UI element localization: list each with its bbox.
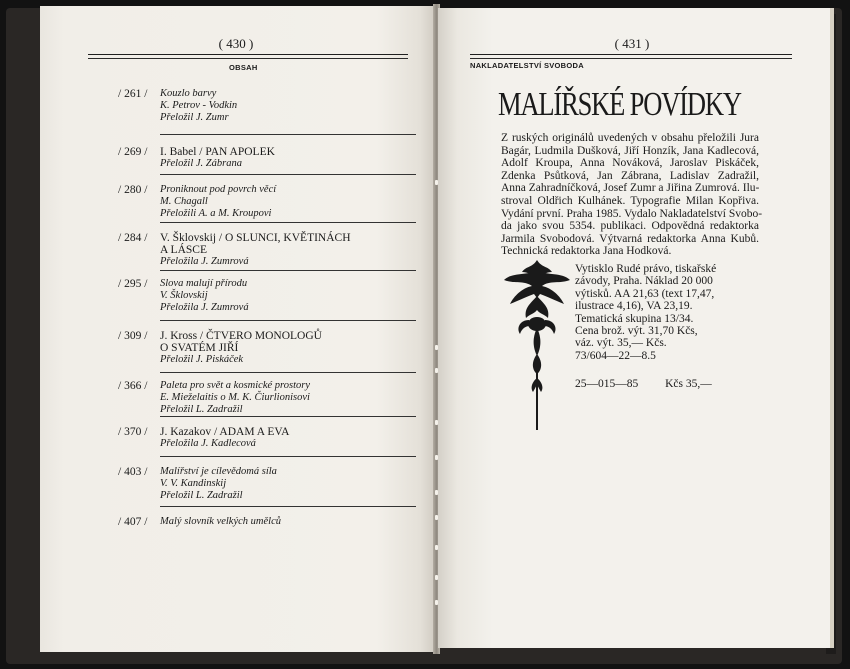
toc-line: V. V. Kandinskij <box>160 478 227 489</box>
toc-line: J. Kross / ČTVERO MONOLOGŮ <box>160 330 322 342</box>
toc-separator <box>160 456 416 457</box>
print-info-line: Cena brož. výt. 31,70 Kčs, <box>575 325 698 338</box>
print-info-line: závody, Praha. Náklad 20 000 <box>575 275 713 288</box>
toc-page-number: / 261 / <box>118 88 148 100</box>
toc-line: Přeložil L. Zadražil <box>160 404 243 415</box>
toc-separator <box>160 222 416 223</box>
publication-codes <box>575 378 712 390</box>
credits-line: Vydání první. Praha 1985. Vydalo Nakladatelství Svobo- <box>501 207 763 220</box>
binding-stitch <box>435 368 438 373</box>
top-rule <box>470 54 792 55</box>
print-info-line: váz. výt. 35,— Kčs. <box>575 337 667 350</box>
credits-line: Anna Zahradníčková, Josef Zumr a Jiřina Zumrová. Ilu- <box>501 182 760 195</box>
toc-entry-text <box>160 232 375 268</box>
toc-page-number: / 407 / <box>118 516 148 528</box>
toc-line: Přeložili A. a M. Kroupovi <box>160 208 272 219</box>
top-rule <box>88 54 408 55</box>
toc-line: Kouzlo barvy <box>160 88 217 99</box>
binding-stitch <box>435 515 438 520</box>
binding-stitch <box>435 545 438 550</box>
print-info-line: Vytisklo Rudé právo, tiskařské <box>575 263 717 275</box>
toc-entry-text <box>160 426 375 450</box>
toc-page-number: / 269 / <box>118 146 148 158</box>
toc-entry-text <box>160 278 375 314</box>
print-info-line: Tematická skupina 13/34. <box>575 312 694 325</box>
credits-line: Zdenka Psůtková, Jan Zábrana, Ladislav Zadražil, <box>501 169 759 182</box>
left-page <box>40 6 436 652</box>
print-info-line: ilustrace 4,16), VA 23,19. <box>575 300 693 313</box>
toc-separator <box>160 134 416 135</box>
toc-line: Přeložil J. Piskáček <box>160 354 244 365</box>
toc-line: Malířství je cílevědomá síla <box>160 466 277 477</box>
print-info-line: 73/604—22—8.5 <box>575 349 656 362</box>
toc-separator <box>160 270 416 271</box>
right-page-number: ( 431 ) <box>614 36 650 51</box>
toc-line: M. Chagall <box>160 196 208 207</box>
print-info-line: výtisků. AA 21,63 (text 17,47, <box>575 287 715 300</box>
toc-page-number: / 295 / <box>118 278 148 290</box>
floral-ornament-icon <box>502 258 572 434</box>
binding-stitch <box>435 600 438 605</box>
toc-separator <box>160 416 416 417</box>
credits-paragraph <box>501 132 763 258</box>
print-info <box>575 263 745 362</box>
toc-line: E. Mieželaitis o M. K. Čiurlionisovi <box>160 392 310 403</box>
credits-line: Bagár, Ludmila Dušková, Jiří Honzík, Jana Kadlecová, <box>501 144 759 157</box>
toc-entry-text <box>160 330 375 366</box>
credits-line: stroval Oldřich Kulhánek. Typografie Milan Kopřiva. <box>501 194 759 207</box>
toc-line: Slova malují přírodu <box>160 278 248 289</box>
toc-line: O SVATÉM JIŘÍ <box>160 342 239 354</box>
credits-line: Z ruských originálů uvedených v obsahu přeložili Jura <box>501 132 759 144</box>
toc-entry-text <box>160 146 375 170</box>
toc-line: Přeložil L. Zadražil <box>160 490 243 501</box>
toc-separator <box>160 320 416 321</box>
toc-line: V. Šklovskij <box>160 290 208 301</box>
binding-stitch <box>435 455 438 460</box>
publication-code: 25—015—85 <box>575 378 639 390</box>
toc-separator <box>160 372 416 373</box>
toc-page-number: / 309 / <box>118 330 148 342</box>
right-page <box>438 8 834 648</box>
credits-line: da jako svou 5354. publikaci. Odpovědná redaktorka <box>501 220 759 233</box>
credits-line: Technická redaktorka Jana Hodková. <box>501 245 672 258</box>
toc-entry-text <box>160 88 375 124</box>
toc-line: Přeložil J. Zumr <box>160 112 229 123</box>
toc-line: Přeložil J. Zábrana <box>160 158 242 169</box>
binding-stitch <box>435 420 438 425</box>
credits-line: Adolf Kroupa, Anna Nováková, Jaroslav Piskáček, <box>501 157 759 170</box>
top-rule-thin <box>470 58 792 59</box>
binding-stitch <box>435 180 438 185</box>
toc-line: J. Kazakov / ADAM A EVA <box>160 426 290 438</box>
toc-entry-text <box>160 516 375 528</box>
binding-stitch <box>435 490 438 495</box>
contents-heading: OBSAH <box>229 63 258 72</box>
toc-line: I. Babel / PAN APOLEK <box>160 146 275 158</box>
toc-line: Paleta pro svět a kosmické prostory <box>160 380 310 391</box>
toc-page-number: / 366 / <box>118 380 148 392</box>
credits-line: Jarmila Svobodová. Výtvarná redaktorka Anna Kubů. <box>501 232 759 245</box>
toc-page-number: / 403 / <box>118 466 148 478</box>
top-rule-thin <box>88 58 408 59</box>
toc-line: V. Šklovskij / O SLUNCI, KVĚTINÁCH <box>160 232 351 244</box>
toc-page-number: / 284 / <box>118 232 148 244</box>
toc-line: Přeložila J. Kadlecová <box>160 438 256 449</box>
publisher-name: NAKLADATELSTVÍ SVOBODA <box>470 61 584 70</box>
price: Kčs 35,— <box>665 378 712 390</box>
toc-line: Přeložila J. Zumrová <box>160 302 249 313</box>
toc-line: A LÁSCE <box>160 244 207 256</box>
toc-entry-text <box>160 466 375 502</box>
binding-stitch <box>435 345 438 350</box>
toc-page-number: / 370 / <box>118 426 148 438</box>
binding-stitch <box>435 575 438 580</box>
toc-line: Přeložila J. Zumrová <box>160 256 249 267</box>
toc-entry-text <box>160 184 375 220</box>
book-title: MALÍŘSKÉ POVÍDKY <box>498 86 741 123</box>
toc-line: K. Petrov - Vodkin <box>160 100 238 111</box>
toc-line: Malý slovník velkých umělců <box>160 516 281 527</box>
toc-line: Proniknout pod povrch věcí <box>160 184 277 195</box>
toc-separator <box>160 174 416 175</box>
toc-entry-text <box>160 380 375 416</box>
toc-separator <box>160 506 416 507</box>
left-page-number: ( 430 ) <box>218 36 254 51</box>
toc-page-number: / 280 / <box>118 184 148 196</box>
